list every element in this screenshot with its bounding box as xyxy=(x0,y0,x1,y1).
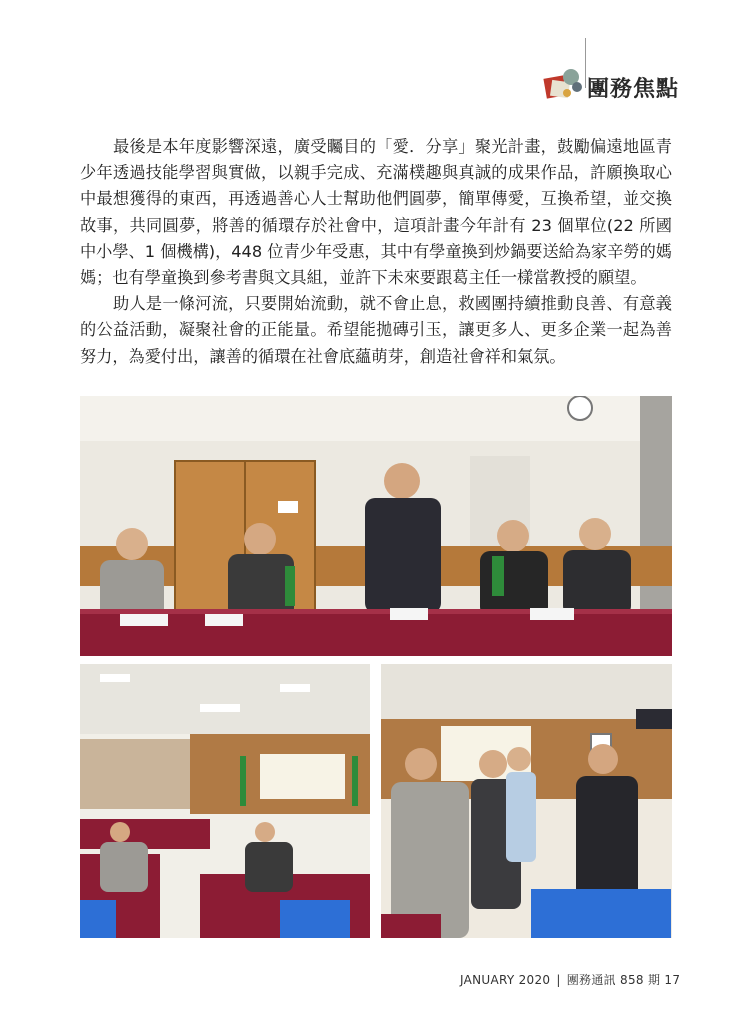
photo-head-table xyxy=(80,396,672,656)
page-footer xyxy=(460,971,680,988)
footer-date: JANUARY 2020 xyxy=(460,973,551,987)
article-body xyxy=(80,134,672,370)
photo-handshake xyxy=(381,664,672,938)
article-paragraph: 助人是一條河流，只要開始流動，就不會止息，救國團持續推動良善、有意義的公益活動，凝聚社會的正能量。希望能拋磚引玉，讓更多人、更多企業一起為善努力，為愛付出，讓善的循環在社會底蘊萌芽，創造社會祥和氣氛。 xyxy=(80,294,672,366)
footer-issue: 團務通訊 858 期 xyxy=(566,973,661,987)
article-paragraph: 最後是本年度影響深遠，廣受矚目的「愛．分享」聚光計畫，鼓勵偏遠地區青少年透過技能學習與實做，以親手完成、充滿樸趣與真誠的成果作品，許願換取心中最想獲得的東西，再透過善心人士幫助他們圓夢，簡單傳愛，互換希望，並交換故事，共同圓夢，將善的循環存於社會中，這項計畫今年計有 23 個單位(22 所國中小學、1 個機構)，448 位青少年受惠，其中有學童換到炒鍋要送給為家辛勞的媽媽；也有學童換到參考書與文具組，並許下未來要跟葛主任一樣當教授的願望。 xyxy=(80,137,672,288)
section-title: 團務焦點 xyxy=(587,77,680,102)
photo-meeting-room xyxy=(80,664,370,938)
header-divider xyxy=(585,38,586,88)
footer-page-number: 17 xyxy=(664,973,681,987)
footer-separator: | xyxy=(556,973,561,987)
section-logo-icon xyxy=(543,63,583,103)
